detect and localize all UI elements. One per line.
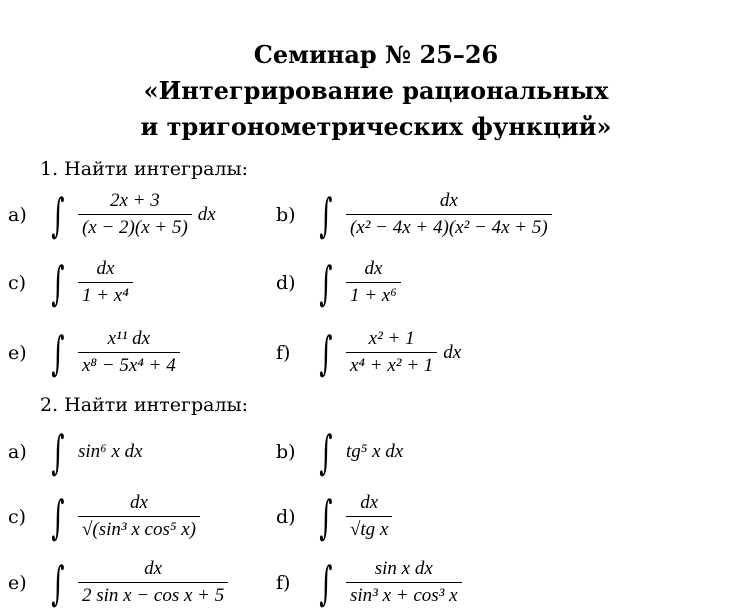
- problem-label: a): [8, 203, 27, 226]
- fraction: [346, 258, 401, 307]
- denominator: x⁴ + x² + 1: [346, 352, 437, 377]
- integral-sign: ∫: [51, 255, 65, 310]
- problem-2d: [276, 489, 392, 544]
- numerator: x¹¹ dx: [107, 328, 151, 349]
- numerator: 2x + 3: [110, 190, 160, 211]
- numerator: x² + 1: [368, 328, 415, 349]
- denominator: 2 sin x − cos x + 5: [78, 582, 228, 607]
- problem-label: f): [276, 571, 291, 594]
- problem-1d: [276, 255, 401, 310]
- fraction: [78, 328, 180, 377]
- problem-label: a): [8, 441, 27, 463]
- problem-label: c): [8, 271, 27, 294]
- denominator: √tg x: [346, 516, 392, 541]
- fraction: [78, 258, 133, 307]
- integral-sign: ∫: [319, 489, 333, 544]
- page-title-line-1: Семинар № 25–26: [253, 40, 499, 69]
- problem-label: b): [276, 203, 296, 226]
- problem-2a: [8, 425, 143, 479]
- problem-label: c): [8, 505, 27, 528]
- section-1-heading: 1. Найти интегралы:: [40, 158, 249, 180]
- fraction: [346, 558, 462, 607]
- integral-sign: ∫: [319, 325, 333, 380]
- denominator: sin³ x + cos³ x: [346, 582, 462, 607]
- integral-sign: ∫: [51, 325, 65, 380]
- problem-2f: [276, 555, 462, 610]
- integral-sign: ∫: [319, 187, 333, 242]
- fraction: [346, 328, 437, 377]
- problem-1f: [276, 325, 462, 380]
- problem-1e: [8, 325, 180, 380]
- integral-sign: ∫: [51, 489, 65, 544]
- fraction: [346, 492, 392, 541]
- fraction: [78, 190, 192, 239]
- problem-1a: [8, 187, 216, 242]
- section-2-heading: 2. Найти интегралы:: [40, 394, 249, 416]
- numerator: dx: [360, 492, 379, 513]
- integral-sign: ∫: [319, 255, 333, 310]
- problem-1b: [276, 187, 552, 242]
- problem-label: e): [8, 571, 27, 594]
- fraction: [78, 492, 200, 541]
- integral-sign: ∫: [319, 555, 333, 610]
- problem-2c: [8, 489, 200, 544]
- numerator: dx: [144, 558, 163, 579]
- integral-sign: ∫: [51, 187, 65, 242]
- denominator: 1 + x⁴: [78, 282, 133, 307]
- denominator: (x − 2)(x + 5): [78, 214, 192, 239]
- page-title-line-3: и тригонометрических функций»: [140, 112, 612, 141]
- integrand: sin⁶ x dx: [77, 441, 143, 462]
- fraction: [78, 558, 228, 607]
- problem-1c: [8, 255, 133, 310]
- numerator: dx: [439, 190, 458, 211]
- denominator: (x² − 4x + 4)(x² − 4x + 5): [346, 214, 552, 239]
- fraction: [346, 190, 552, 239]
- problem-2e: [8, 555, 228, 610]
- problem-label: d): [276, 505, 296, 528]
- integral-sign: ∫: [319, 425, 333, 479]
- problem-label: f): [276, 341, 291, 364]
- denominator: √(sin³ x cos⁵ x): [78, 516, 200, 541]
- denominator: 1 + x⁶: [346, 282, 401, 307]
- problem-label: e): [8, 341, 27, 364]
- integral-sign: ∫: [51, 425, 65, 479]
- problem-label: b): [276, 441, 296, 463]
- numerator: sin x dx: [374, 558, 433, 579]
- integral-sign: ∫: [51, 555, 65, 610]
- numerator: dx: [130, 492, 148, 513]
- problem-label: d): [276, 271, 296, 294]
- differential: dx: [197, 203, 216, 225]
- differential: dx: [443, 341, 462, 363]
- numerator: dx: [364, 258, 383, 279]
- denominator: x⁸ − 5x⁴ + 4: [78, 352, 180, 377]
- problem-2b: [276, 425, 404, 479]
- page-title-line-2: «Интегрирование рациональных: [143, 76, 609, 105]
- integrand: tg⁵ x dx: [345, 441, 404, 462]
- numerator: dx: [96, 258, 115, 279]
